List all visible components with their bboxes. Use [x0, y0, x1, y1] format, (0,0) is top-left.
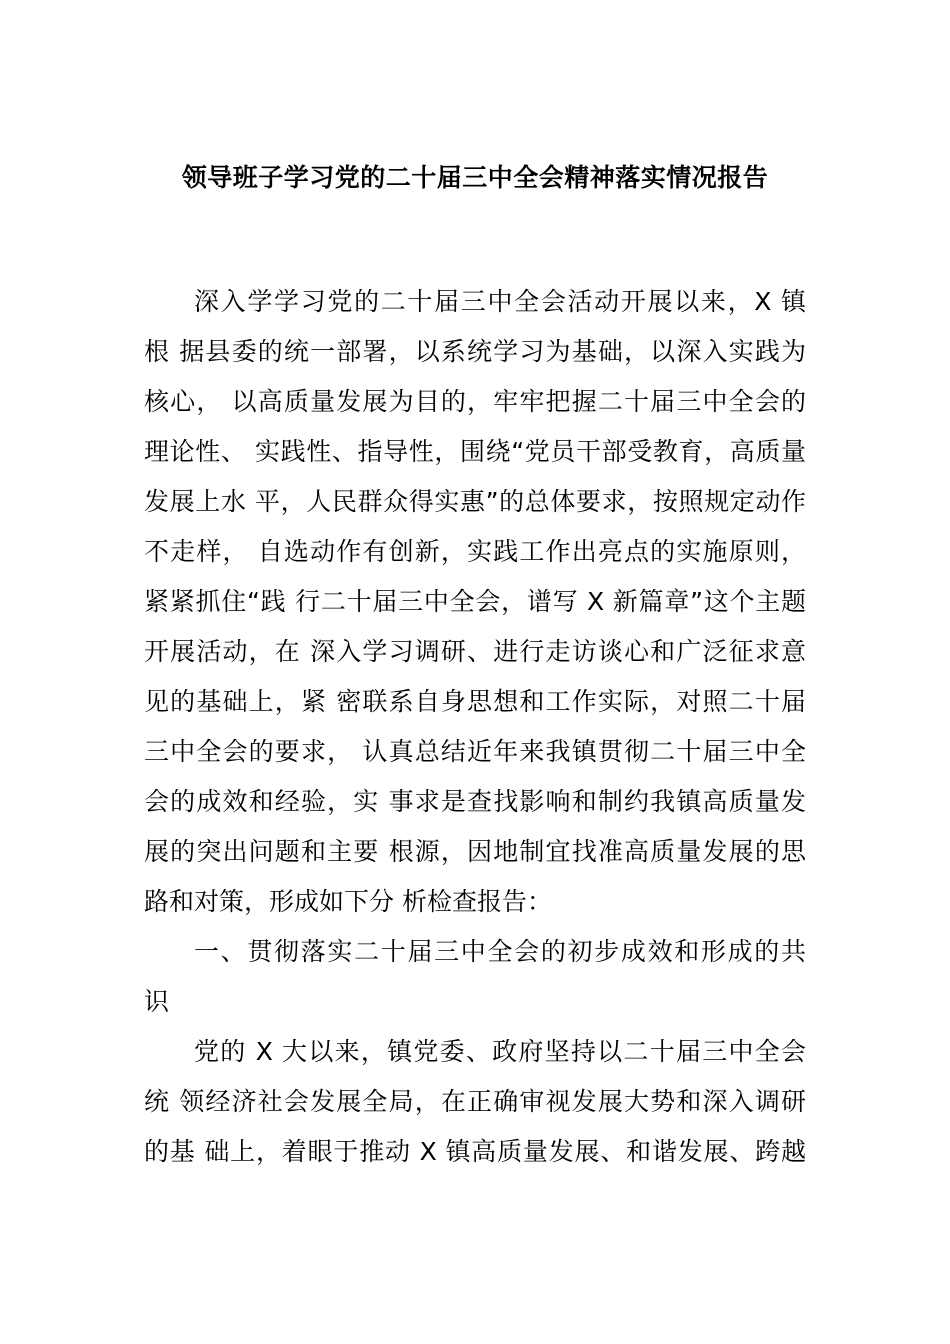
body-line: 发展上水 平，人民群众得实惠”的总体要求，按照规定动作 — [144, 487, 806, 516]
document-body — [144, 277, 806, 1177]
body-line: 展的突出问题和主要 根源，因地制宜找准高质量发展的思 — [144, 837, 806, 866]
body-line: 三中全会的要求， 认真总结近年来我镇贯彻二十届三中全 — [144, 737, 806, 766]
body-line: 紧紧抓住“践 行二十届三中全会，谱写 X 新篇章”这个主题 — [144, 587, 806, 616]
body-line: 理论性、 实践性、指导性，围绕“党员干部受教育，高质量 — [144, 437, 806, 466]
body-line: 不走样， 自选动作有创新，实践工作出亮点的实施原则， — [144, 537, 806, 566]
body-line: 的基 础上，着眼于推动 X 镇高质量发展、和谐发展、跨越 — [144, 1137, 806, 1166]
body-line: 开展活动，在 深入学习调研、进行走访谈心和广泛征求意 — [144, 637, 806, 666]
body-line: 见的基础上，紧 密联系自身思想和工作实际，对照二十届 — [144, 687, 806, 716]
body-line: 核心， 以高质量发展为目的，牢牢把握二十届三中全会的 — [144, 387, 806, 416]
body-line: 路和对策，形成如下分 析检查报告： — [144, 887, 552, 916]
body-line: 深入学学习党的二十届三中全会活动开展以来，X 镇 — [194, 287, 806, 316]
body-line: 党的 X 大以来，镇党委、政府坚持以二十届三中全会 — [194, 1037, 806, 1066]
body-line: 会的成效和经验，实 事求是查找影响和制约我镇高质量发 — [144, 787, 806, 816]
body-line: 一、贯彻落实二十届三中全会的初步成效和形成的共 — [194, 937, 806, 966]
body-line: 识 — [144, 987, 170, 1016]
body-line: 根 据县委的统一部署，以系统学习为基础，以深入实践为 — [144, 337, 806, 366]
document-title: 领导班子学习党的二十届三中全会精神落实情况报告 — [181, 163, 769, 192]
body-line: 统 领经济社会发展全局，在正确审视发展大势和深入调研 — [144, 1087, 806, 1116]
